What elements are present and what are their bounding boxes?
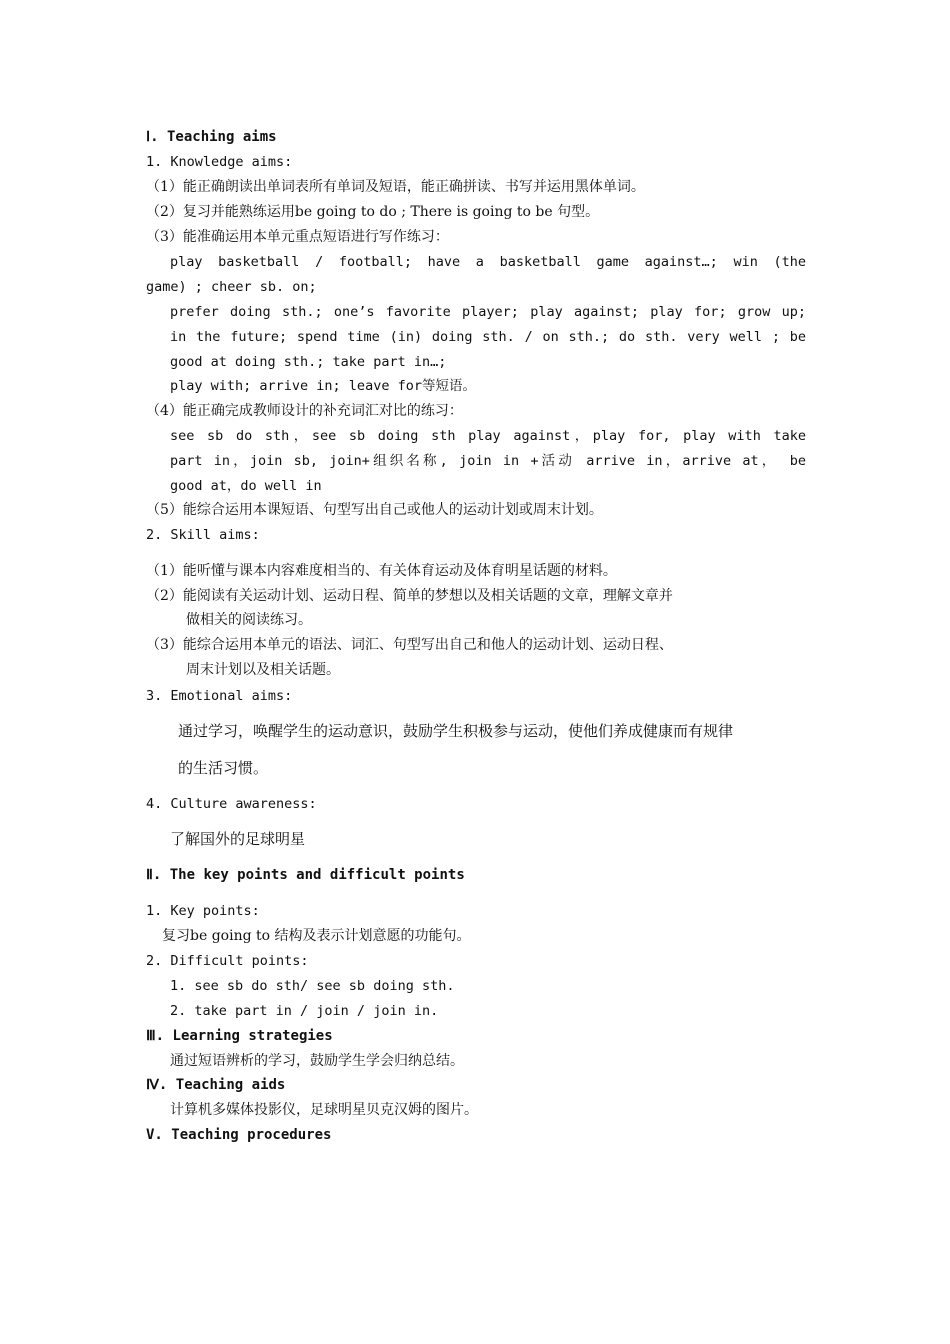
phrases-line-6: play with; arrive in; leave for等短语。 — [170, 378, 476, 394]
skill-aims-title: 2. Skill aims: — [146, 527, 260, 543]
skill-item-1: （1）能听懂与课本内容难度相当的、有关体育运动及体育明星话题的材料。 — [146, 563, 617, 579]
skill-item-3-line-2: 周末计划以及相关话题。 — [186, 662, 340, 678]
phrases-line-4: in the future; spend time (in) doing sth. / on sth.; do sth. very well ; be — [170, 329, 806, 345]
emotional-line-2: 的生活习惯。 — [178, 759, 269, 777]
culture-line-1: 了解国外的足球明星 — [170, 830, 306, 848]
compare-line-3: good at，do well in — [170, 478, 322, 494]
section-heading-teaching-aids: Ⅳ. Teaching aids — [146, 1077, 286, 1093]
phrases-line-3: prefer doing sth.; one’s favorite player; play against; play for; grow up; — [170, 304, 806, 320]
emotional-aims-title: 3. Emotional aims: — [146, 688, 293, 704]
knowledge-item-3: （3）能准确运用本单元重点短语进行写作练习： — [146, 229, 449, 245]
compare-line-2: part in，join sb, join+组织名称, join in +活动 arrive in，arrive at， be — [170, 453, 806, 469]
skill-item-3-line-1: （3）能综合运用本单元的语法、词汇、句型写出自己和他人的运动计划、运动日程、 — [146, 637, 673, 653]
knowledge-item-5: （5）能综合运用本课短语、句型写出自己或他人的运动计划或周末计划。 — [146, 502, 603, 518]
skill-item-2-line-1: （2）能阅读有关运动计划、运动日程、简单的梦想以及相关话题的文章，理解文章并 — [146, 588, 673, 604]
skill-item-2-line-2: 做相关的阅读练习。 — [186, 612, 312, 628]
phrases-line-1: play basketball / football; have a basketball game against…; win (the — [170, 254, 806, 270]
section-heading-teaching-aims: Ⅰ. Teaching aims — [146, 129, 277, 145]
key-points-line: 复习be going to 结构及表示计划意愿的功能句。 — [162, 928, 471, 944]
knowledge-item-1: （1）能正确朗读出单词表所有单词及短语，能正确拼读、书写并运用黑体单词。 — [146, 179, 645, 195]
phrases-line-5: good at doing sth.; take part in…; — [170, 354, 447, 370]
difficult-point-2: 2. take part in / join / join in. — [170, 1003, 439, 1019]
section-heading-teaching-procedures: V. Teaching procedures — [146, 1127, 332, 1143]
learning-strategies-line: 通过短语辨析的学习，鼓励学生学会归纳总结。 — [170, 1053, 464, 1069]
knowledge-item-4: （4）能正确完成教师设计的补充词汇对比的练习： — [146, 403, 463, 419]
difficult-points-title: 2. Difficult points: — [146, 953, 309, 969]
difficult-point-1: 1. see sb do sth/ see sb doing sth. — [170, 978, 455, 994]
compare-line-1: see sb do sth，see sb doing sth play against，play for, play with take — [170, 428, 806, 444]
culture-awareness-title: 4. Culture awareness: — [146, 796, 317, 812]
key-points-title: 1. Key points: — [146, 903, 260, 919]
section-heading-key-points: Ⅱ. The key points and difficult points — [146, 867, 465, 883]
emotional-line-1: 通过学习，唤醒学生的运动意识，鼓励学生积极参与运动，使他们养成健康而有规律 — [178, 722, 734, 740]
knowledge-item-2: （2）复习并能熟练运用be going to do ; There is going to be 句型。 — [146, 204, 600, 220]
section-heading-learning-strategies: Ⅲ. Learning strategies — [146, 1028, 333, 1044]
teaching-aids-line: 计算机多媒体投影仪，足球明星贝克汉姆的图片。 — [170, 1102, 478, 1118]
phrases-line-2: game) ; cheer sb. on; — [146, 279, 317, 295]
knowledge-aims-title: 1. Knowledge aims: — [146, 154, 293, 170]
